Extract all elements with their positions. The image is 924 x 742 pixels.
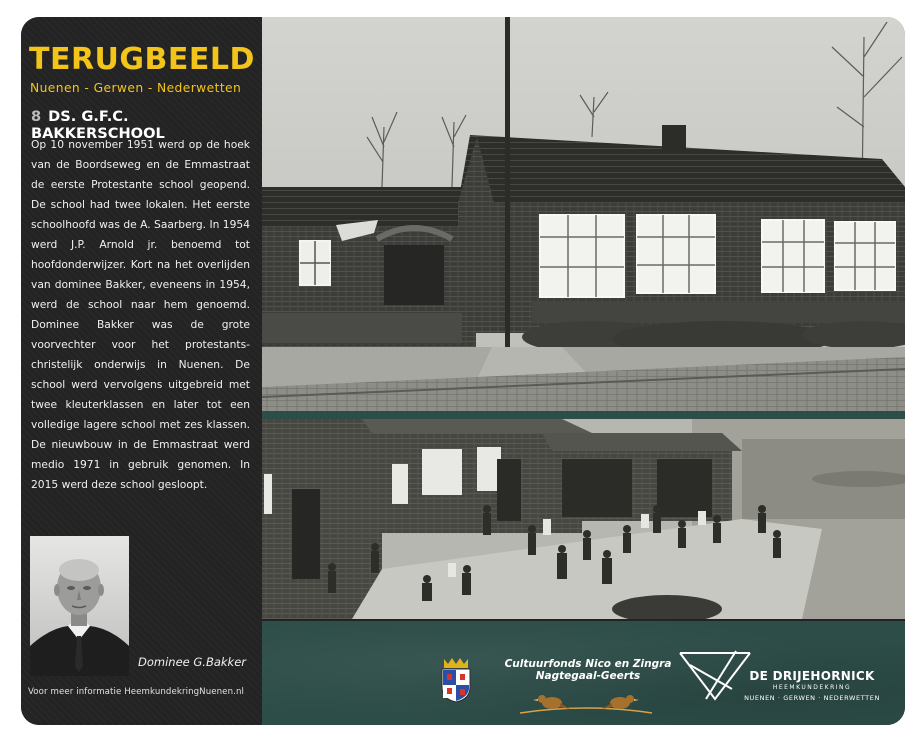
drijehornick-subtitle: HEEMKUNDEKRING [772,684,852,691]
schoolyard-photo [262,419,905,619]
portrait-photo [30,536,129,676]
poster-panel [21,17,905,725]
drijehornick-places: NUENEN · GERWEN · NEDERWETTEN [744,694,880,702]
school-building-photo [262,17,905,411]
poster-title: TERUGBEELD [29,42,255,77]
poster-subtitle: Nuenen - Gerwen - Nederwetten [30,81,242,95]
photo-divider [262,411,905,419]
nightingale-birds-icon [516,689,656,715]
cultuurfonds-logo-text: Cultuurfonds Nico en Zingra Nagtegaal-Geerts [504,658,672,682]
article-title: DS. G.F.C. BAKKERSCHOOL [31,108,165,142]
article-number: 8 [31,108,42,125]
municipal-coat-of-arms-icon [438,655,474,703]
drijehornick-name: DE DRIJEHORNICK [749,669,875,683]
sponsor-logo-bar [262,621,905,725]
portrait-caption: Dominee G.Bakker [138,655,247,669]
sidebar [21,17,262,725]
footer-info-link[interactable]: Voor meer informatie HeemkundekringNuenen.nl [28,687,244,697]
article-body: Op 10 november 1951 werd op de hoek van de Boordseweg en de Emmastraat de eerste Protestante school geopend. De school had twee lokalen. Het eerste schoolhoofd was de A. Saarberg. In 1954 werd J.P. Arnold jr. benoemd tot hoofdonderwijzer. Kort na het overlijden van dominee Bakker, eveneens in 1954, werd de school naar hem genoemd. Dominee Bakker was de grote voorvechter voor het protestants-christelijk onderwijs in Nuenen. De school werd vervolgens uitgebreid met twee kleuterklassen en later tot een volledige lagere school met zes klassen. De nieuwbouw in de Emmastraat werd medio 1971 in gebruik genomen. In 2015 werd deze school gesloopt. [31,138,250,491]
